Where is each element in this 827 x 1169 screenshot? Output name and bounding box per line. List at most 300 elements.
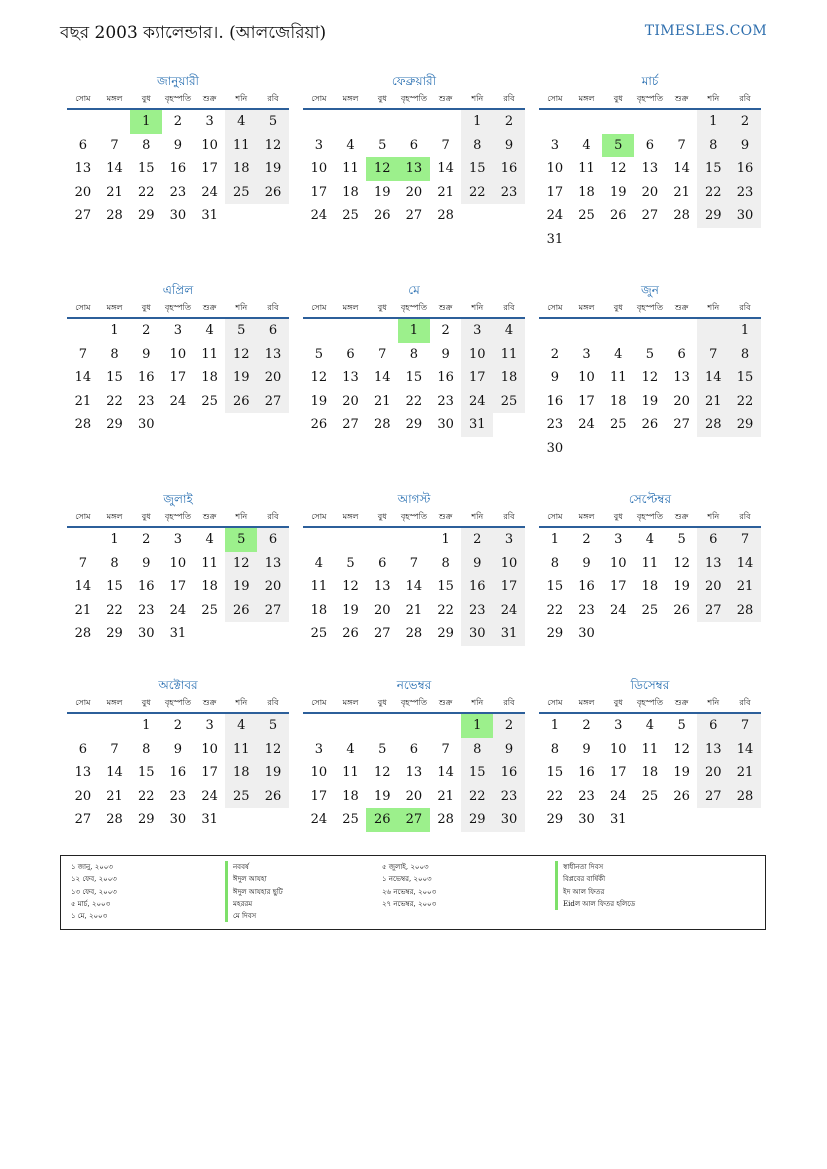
legend-holiday-name: নববর্ষ	[225, 861, 283, 873]
day-cell: 16	[493, 761, 525, 785]
day-cell: 2	[493, 714, 525, 738]
day-cell: 15	[137, 161, 155, 176]
day-cell: 24	[169, 393, 187, 409]
empty-day-cell	[257, 622, 289, 646]
day-cell: 28	[106, 208, 123, 223]
empty-day-cell	[697, 622, 729, 646]
day-cell: 16	[137, 370, 155, 385]
week-row	[539, 228, 761, 252]
day-cell: 17	[609, 579, 627, 594]
day-cell: 21	[673, 184, 690, 200]
weekday-label: সোম	[311, 698, 327, 707]
weekday-label: বুধ	[141, 303, 151, 312]
day-cell: 15	[697, 157, 729, 181]
day-cell: 31	[461, 413, 493, 437]
day-cell: 28	[673, 208, 690, 223]
day-cell: 20	[673, 393, 690, 409]
weekday-label: বুধ	[377, 512, 387, 521]
day-cell: 9	[582, 741, 591, 757]
day-cell: 27	[373, 626, 391, 641]
day-cell: 7	[729, 528, 761, 552]
empty-day-cell	[634, 437, 666, 461]
weekday-label: মঙ্গল	[106, 698, 123, 707]
empty-day-cell	[666, 228, 698, 252]
weekday-header	[67, 90, 289, 110]
empty-day-cell	[366, 110, 398, 134]
weekday-label: বুধ	[613, 698, 623, 707]
day-cell: 23	[437, 393, 454, 409]
month-calendar	[539, 490, 761, 646]
day-cell: 24	[201, 788, 218, 804]
day-cell: 2	[173, 718, 183, 733]
week-row	[539, 437, 761, 461]
week-row	[303, 761, 525, 785]
day-cell: 29	[137, 812, 155, 827]
weekday-header	[67, 299, 289, 319]
legend-holiday-name: স্বাধীনতা দিবস	[555, 861, 635, 873]
weekday-label: বৃহস্পতি	[164, 698, 191, 707]
empty-day-cell	[366, 714, 398, 738]
weekday-label: শুক্র	[202, 94, 217, 103]
day-cell: 17	[578, 393, 595, 409]
day-cell: 9	[550, 370, 559, 385]
week-row	[539, 575, 761, 599]
day-cell: 28	[106, 812, 123, 827]
empty-day-cell	[366, 528, 398, 552]
day-cell: 19	[257, 761, 289, 785]
day-cell: 1	[461, 714, 493, 738]
weekday-label: বৃহস্পতি	[400, 303, 427, 312]
weekday-label: সোম	[311, 94, 327, 103]
empty-day-cell	[225, 622, 257, 646]
weekday-label: রবি	[503, 94, 515, 103]
day-cell: 1	[398, 319, 430, 343]
legend-date: ১ জানু, ২০০৩	[71, 863, 113, 871]
day-cell: 30	[578, 812, 595, 827]
empty-day-cell	[539, 110, 571, 134]
day-cell: 3	[614, 532, 623, 547]
empty-day-cell	[666, 437, 698, 461]
legend-holiday-name: বিপ্লবের বার্ষিকী	[555, 873, 635, 885]
month-calendar	[539, 72, 761, 251]
weekday-header	[539, 90, 761, 110]
day-cell: 28	[373, 417, 391, 432]
day-cell: 21	[437, 788, 454, 804]
day-cell: 7	[441, 741, 450, 757]
week-row	[539, 157, 761, 181]
day-cell: 16	[169, 765, 187, 780]
day-cell: 29	[461, 808, 493, 832]
day-cell: 26	[257, 181, 289, 205]
empty-day-cell	[602, 228, 634, 252]
weekday-label: শনি	[235, 698, 248, 707]
day-cell: 26	[257, 785, 289, 809]
day-cell: 10	[201, 137, 218, 153]
weekday-label: শনি	[471, 698, 484, 707]
day-cell: 5	[677, 532, 686, 547]
weekday-label: শনি	[707, 303, 720, 312]
weekday-label: বৃহস্পতি	[400, 512, 427, 521]
day-cell: 23	[461, 599, 493, 623]
week-row	[303, 181, 525, 205]
day-cell: 8	[142, 137, 151, 153]
weekday-label: রবি	[267, 698, 279, 707]
empty-day-cell	[398, 714, 430, 738]
weekday-label: রবি	[267, 512, 279, 521]
weekday-label: মঙ্গল	[578, 512, 595, 521]
day-cell: 15	[106, 579, 123, 594]
day-cell: 23	[493, 785, 525, 809]
day-cell: 25	[201, 393, 218, 409]
day-cell: 4	[493, 319, 525, 343]
legend-date: ৫ জুলাই, ২০০৩	[382, 863, 429, 871]
empty-day-cell	[67, 528, 99, 552]
day-cell: 3	[614, 718, 623, 733]
legend-date: ৫ মার্চ, ২০০৩	[71, 899, 111, 908]
month-calendar	[303, 676, 525, 832]
weekday-label: শুক্র	[674, 94, 689, 103]
weekday-label: শনি	[471, 512, 484, 521]
weekday-label: শুক্র	[438, 94, 453, 103]
day-cell: 22	[437, 602, 454, 618]
week-row	[303, 319, 525, 343]
day-cell: 16	[493, 157, 525, 181]
day-cell: 6	[257, 528, 289, 552]
empty-day-cell	[571, 437, 603, 461]
day-cell: 16	[578, 765, 595, 780]
day-cell: 3	[173, 532, 183, 547]
day-cell: 11	[493, 343, 525, 367]
day-cell: 29	[546, 626, 564, 641]
legend-names-col-1	[225, 861, 283, 922]
weekday-label: বৃহস্পতি	[164, 512, 191, 521]
day-cell: 4	[614, 346, 623, 362]
week-row	[303, 157, 525, 181]
day-cell: 5	[645, 346, 655, 362]
day-cell: 15	[461, 761, 493, 785]
weekday-label: বৃহস্পতি	[164, 303, 191, 312]
day-cell: 12	[225, 552, 257, 576]
weekday-header	[303, 299, 525, 319]
day-cell: 14	[729, 552, 761, 576]
day-cell: 17	[310, 788, 328, 804]
day-cell: 29	[437, 626, 454, 641]
day-cell: 1	[441, 532, 450, 547]
weekday-label: মঙ্গল	[106, 303, 123, 312]
day-cell: 9	[173, 137, 183, 153]
day-cell: 18	[310, 602, 328, 618]
day-cell: 10	[310, 765, 328, 780]
day-cell: 25	[609, 417, 627, 432]
day-cell: 30	[169, 812, 187, 827]
day-cell: 27	[697, 785, 729, 809]
day-cell: 3	[205, 718, 214, 733]
day-cell: 5	[378, 741, 387, 757]
day-cell: 2	[142, 532, 151, 547]
day-cell: 12	[373, 765, 391, 780]
day-cell: 14	[437, 765, 454, 780]
day-cell: 6	[697, 528, 729, 552]
legend-date: ১৩ ফেব, ২০০৩	[71, 887, 117, 896]
day-cell: 10	[169, 555, 187, 571]
day-cell: 16	[461, 575, 493, 599]
weekday-label: সোম	[547, 698, 563, 707]
day-cell: 12	[673, 555, 690, 571]
day-cell: 24	[310, 812, 328, 827]
day-cell: 5	[257, 714, 289, 738]
month-title: আগস্ট	[397, 492, 431, 506]
empty-day-cell	[634, 228, 666, 252]
day-cell: 14	[74, 579, 92, 594]
week-row	[303, 343, 525, 367]
day-cell: 29	[106, 417, 123, 432]
day-cell: 13	[398, 157, 430, 181]
weekday-label: সোম	[311, 512, 327, 521]
day-cell: 24	[310, 208, 328, 223]
day-cell: 13	[74, 765, 92, 780]
day-cell: 4	[582, 137, 591, 153]
day-cell: 13	[641, 161, 659, 176]
empty-day-cell	[634, 319, 666, 343]
week-row	[67, 110, 289, 134]
legend-date: ১২ ফেব, ২০০৩	[71, 875, 117, 884]
day-cell: 31	[169, 626, 187, 641]
day-cell: 23	[493, 181, 525, 205]
day-cell: 8	[110, 346, 119, 362]
day-cell: 18	[641, 765, 659, 780]
day-cell: 11	[609, 370, 627, 385]
week-row	[67, 738, 289, 762]
day-cell: 16	[169, 161, 187, 176]
empty-day-cell	[335, 528, 367, 552]
weekday-label: মঙ্গল	[106, 94, 123, 103]
empty-day-cell	[335, 319, 367, 343]
empty-day-cell	[335, 110, 367, 134]
day-cell: 15	[106, 370, 123, 385]
weekday-header	[303, 90, 525, 110]
week-row	[67, 134, 289, 158]
day-cell: 13	[697, 552, 729, 576]
day-cell: 21	[729, 575, 761, 599]
empty-day-cell	[225, 808, 257, 832]
day-cell: 23	[546, 417, 564, 432]
day-cell: 3	[493, 528, 525, 552]
day-cell: 24	[546, 208, 564, 223]
month-title: নভেম্বর	[396, 678, 432, 692]
day-cell: 22	[697, 181, 729, 205]
day-cell: 20	[641, 184, 659, 200]
day-cell: 27	[673, 417, 690, 432]
weekday-label: বুধ	[141, 698, 151, 707]
empty-day-cell	[634, 622, 666, 646]
day-cell: 12	[257, 134, 289, 158]
day-cell: 8	[110, 555, 119, 571]
weekday-label: রবি	[267, 303, 279, 312]
month-calendar	[303, 490, 525, 646]
weekday-label: বুধ	[613, 94, 623, 103]
day-cell: 15	[546, 765, 564, 780]
day-cell: 7	[729, 714, 761, 738]
empty-day-cell	[729, 808, 761, 832]
day-cell: 28	[74, 626, 92, 641]
day-cell: 23	[578, 788, 595, 804]
weekday-header	[67, 694, 289, 714]
legend-date: ২৭ নভেম্বর, ২০০৩	[382, 899, 437, 908]
day-cell: 5	[225, 319, 257, 343]
day-cell: 14	[106, 161, 123, 176]
day-cell: 18	[342, 184, 359, 200]
weekday-header	[539, 694, 761, 714]
week-row	[539, 785, 761, 809]
weekday-label: রবি	[739, 94, 751, 103]
week-row	[303, 366, 525, 390]
day-cell: 21	[729, 761, 761, 785]
day-cell: 3	[314, 741, 323, 757]
month-title: ফেব্রুয়ারী	[391, 74, 437, 88]
week-row	[539, 599, 761, 623]
day-cell: 25	[225, 181, 257, 205]
day-cell: 9	[142, 555, 151, 571]
day-cell: 8	[550, 555, 559, 571]
week-row	[539, 622, 761, 646]
empty-day-cell	[257, 413, 289, 437]
day-cell: 18	[493, 366, 525, 390]
weekday-label: রবি	[503, 698, 515, 707]
day-cell: 19	[310, 393, 328, 409]
week-row	[303, 110, 525, 134]
day-cell: 9	[493, 738, 525, 762]
day-cell: 2	[729, 110, 761, 134]
day-cell: 21	[74, 602, 92, 618]
weekday-label: মঙ্গল	[342, 698, 359, 707]
day-cell: 27	[342, 417, 359, 432]
day-cell: 15	[729, 366, 761, 390]
empty-day-cell	[67, 319, 99, 343]
day-cell: 4	[645, 532, 655, 547]
day-cell: 9	[142, 346, 151, 362]
day-cell: 4	[225, 714, 257, 738]
empty-day-cell	[366, 319, 398, 343]
day-cell: 7	[110, 741, 119, 757]
week-row	[303, 552, 525, 576]
day-cell: 12	[225, 343, 257, 367]
day-cell: 26	[641, 417, 659, 432]
day-cell: 18	[225, 761, 257, 785]
day-cell: 5	[225, 528, 257, 552]
month-calendar	[67, 490, 289, 646]
week-row	[303, 714, 525, 738]
day-cell: 18	[609, 393, 627, 409]
day-cell: 6	[645, 137, 655, 153]
day-cell: 12	[342, 579, 359, 594]
week-row	[67, 204, 289, 228]
day-cell: 11	[310, 579, 328, 594]
empty-day-cell	[666, 319, 698, 343]
empty-day-cell	[194, 413, 226, 437]
day-cell: 2	[582, 532, 591, 547]
day-cell: 27	[257, 599, 289, 623]
day-cell: 29	[405, 417, 423, 432]
day-cell: 30	[546, 440, 564, 456]
day-cell: 21	[697, 390, 729, 414]
legend-date: ২৬ নভেম্বর, ২০০৩	[382, 887, 437, 896]
day-cell: 25	[641, 602, 659, 618]
day-cell: 16	[137, 579, 155, 594]
day-cell: 19	[225, 575, 257, 599]
week-row	[67, 343, 289, 367]
day-cell: 31	[546, 231, 564, 247]
day-cell: 26	[673, 788, 690, 804]
empty-day-cell	[729, 622, 761, 646]
day-cell: 30	[169, 208, 187, 223]
empty-day-cell	[602, 319, 634, 343]
day-cell: 11	[201, 346, 218, 362]
day-cell: 3	[173, 323, 183, 338]
day-cell: 15	[461, 157, 493, 181]
day-cell: 26	[673, 602, 690, 618]
day-cell: 8	[441, 555, 450, 571]
empty-day-cell	[225, 413, 257, 437]
day-cell: 20	[257, 575, 289, 599]
weekday-label: রবি	[503, 512, 515, 521]
day-cell: 12	[310, 370, 328, 385]
weekday-label: সোম	[547, 94, 563, 103]
day-cell: 23	[169, 184, 187, 200]
day-cell: 19	[225, 366, 257, 390]
site-link[interactable]: TIMESLES.COM	[644, 23, 767, 39]
day-cell: 19	[257, 157, 289, 181]
week-row	[539, 714, 761, 738]
day-cell: 1	[697, 110, 729, 134]
day-cell: 19	[342, 602, 359, 618]
weekday-label: বৃহস্পতি	[636, 94, 663, 103]
day-cell: 24	[201, 184, 218, 200]
week-row	[539, 181, 761, 205]
week-row	[539, 319, 761, 343]
day-cell: 10	[609, 741, 627, 757]
day-cell: 16	[546, 393, 564, 409]
day-cell: 10	[546, 161, 564, 176]
weekday-label: শুক্র	[202, 698, 217, 707]
week-row	[67, 808, 289, 832]
day-cell: 25	[641, 788, 659, 804]
empty-day-cell	[303, 319, 335, 343]
month-calendar	[303, 72, 525, 228]
day-cell: 24	[493, 599, 525, 623]
empty-day-cell	[225, 204, 257, 228]
day-cell: 22	[137, 788, 155, 804]
day-cell: 30	[137, 417, 155, 432]
weekday-label: শনি	[707, 512, 720, 521]
empty-day-cell	[67, 110, 99, 134]
day-cell: 7	[409, 555, 419, 571]
week-row	[67, 714, 289, 738]
day-cell: 3	[550, 137, 559, 153]
day-cell: 17	[201, 765, 218, 780]
weekday-label: মঙ্গল	[342, 94, 359, 103]
day-cell: 2	[493, 110, 525, 134]
empty-day-cell	[493, 204, 525, 228]
day-cell: 4	[314, 555, 323, 571]
empty-day-cell	[398, 110, 430, 134]
day-cell: 27	[74, 812, 92, 827]
empty-day-cell	[666, 622, 698, 646]
day-cell: 18	[225, 157, 257, 181]
empty-day-cell	[303, 528, 335, 552]
weekday-label: শনি	[471, 303, 484, 312]
day-cell: 14	[74, 370, 92, 385]
week-row	[67, 528, 289, 552]
